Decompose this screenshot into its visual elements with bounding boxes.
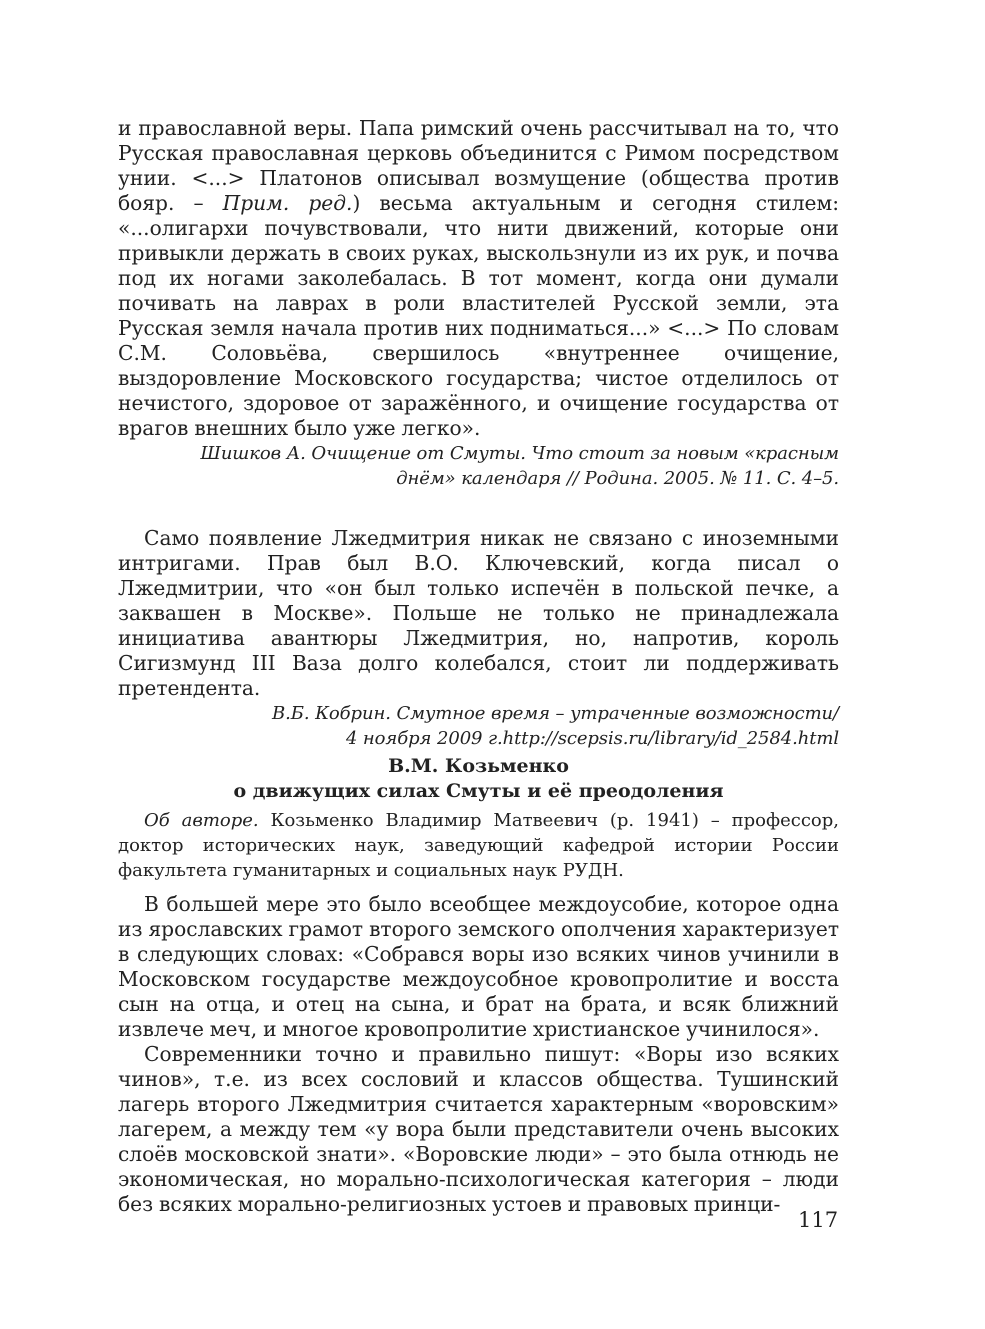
quote-1-text-a: и православной веры. Папа римский очень рассчитывал на то, что Русская православная церковь объединится с Римом посредством унии. <...> Платонов описывал возмущение (общества против бояр. – <box>118 116 839 215</box>
page-content <box>118 116 839 1217</box>
quote-1-citation-line-2: днём» календаря // Родина. 2005. № 11. С. 4–5. <box>396 468 839 489</box>
editor-note: Прим. ред. <box>222 191 353 215</box>
body-paragraph-2: Современники точно и правильно пишут: «Воры изо всяких чинов», т.е. из всех сословий и классов общества. Тушинский лагерь второго Лжедмитрия считается характерным «воровским» лагерем, а между тем «у вора были представители очень высоких слоёв московской знати». «Воровские люди» – это была отнюдь не экономическая, но морально-психологическая категория – люди без всяких морально-религиозных устоев и правовых принци- <box>118 1042 839 1216</box>
quote-1-citation <box>118 441 839 491</box>
page-number: 117 <box>798 1208 839 1232</box>
quote-1-citation-line-1: Шишков А. Очищение от Смуты. Что стоит за новым «красным <box>200 443 839 464</box>
body-paragraph-1: В большей мере это было всеобщее междоусобие, которое одна из ярославских грамот второго земского ополчения характеризует в следующих словах: «Собрався воры изо всяких чинов учинили в Московском государстве междоусобное кровопролитие и восста сын на отца, и отец на сына, и брат на брата, и всяк ближний извлече меч, и многое кровопролитие христианское учинилося». <box>118 892 839 1041</box>
about-author-text: Козьменко Владимир Матвеевич (р. 1941) – профессор, доктор исторических наук, заведующий кафедрой истории России факультета гуманитарных и социальных наук РУДН. <box>118 810 839 881</box>
quote-2-citation <box>118 701 839 751</box>
quote-2-citation-line-1: В.Б. Кобрин. Смутное время – утраченные возможности/ <box>271 703 839 724</box>
section-author: В.М. Козьменко <box>388 755 569 777</box>
quote-2-citation-line-2: 4 ноября 2009 г.http://scepsis.ru/library/id_2584.html <box>345 728 839 749</box>
quote-1-text-b: ) весьма актуальным и сегодня стилем: «...олигархи почувствовали, что нити движений, которые они привыкли держать в своих руках, выскользнули из их рук, и почва под их ногами заколебалась. В тот момент, когда они думали почивать на лаврах в роли властителей Русской земли, эта Русская земля начала против них подниматься...» <...> По словам С.М. Соловьёва, свершилось «внутреннее очищение, выздоровление Московского государства; чистое отделилось от нечистого, здоровое от заражённого, и очищение государства от врагов внешних было уже легко». <box>118 191 839 440</box>
section-title: о движущих силах Смуты и её преодоления <box>233 780 724 802</box>
quote-1-text <box>118 116 839 441</box>
about-author-lead: Об авторе. <box>144 810 259 831</box>
quote-2-text: Само появление Лжедмитрия никак не связано с иноземными интригами. Прав был В.О. Ключевский, когда писал о Лжедмитрии, что «он был только испечён в польской печке, а заквашен в Москве». Польше не только не принадлежала инициатива авантюры Лжедмитрия, но, напротив, король Сигизмунд III Ваза долго колебался, стоит ли поддерживать претендента. <box>118 526 839 700</box>
about-author <box>118 808 839 883</box>
